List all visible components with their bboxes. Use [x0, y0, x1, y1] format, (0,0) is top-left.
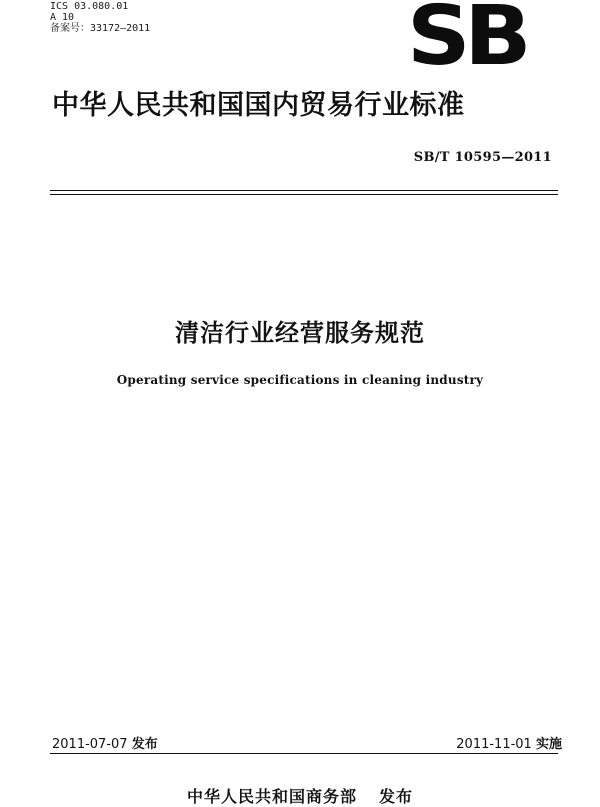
standard-number: SB/T 10595—2011 [413, 150, 552, 165]
document-title-chinese: 清洁行业经营服务规范 [175, 319, 425, 347]
ics-code: ICS 03.080.01 [50, 1, 129, 12]
issue-label: 发布 [131, 737, 158, 752]
implementation-date: 2011-11-01 [456, 737, 532, 752]
issue-date-line [52, 733, 158, 752]
implementation-label: 实施 [535, 737, 562, 752]
header-divider [50, 190, 558, 191]
publisher-action: 发布 [379, 787, 414, 806]
document-title-english: Operating service specifications in cleaning industry [116, 373, 484, 387]
header-divider-secondary [50, 194, 558, 195]
issue-date: 2011-07-07 [52, 737, 128, 752]
implementation-date-line [456, 733, 562, 752]
classification-code: A 10 [50, 12, 75, 23]
sb-logo: SB [406, 0, 526, 84]
record-number: 备案号：33172—2011 [50, 23, 151, 34]
footer-divider [50, 753, 558, 754]
organization-title: 中华人民共和国国内贸易行业标准 [52, 90, 465, 121]
publisher-name: 中华人民共和国商务部 [186, 787, 357, 806]
